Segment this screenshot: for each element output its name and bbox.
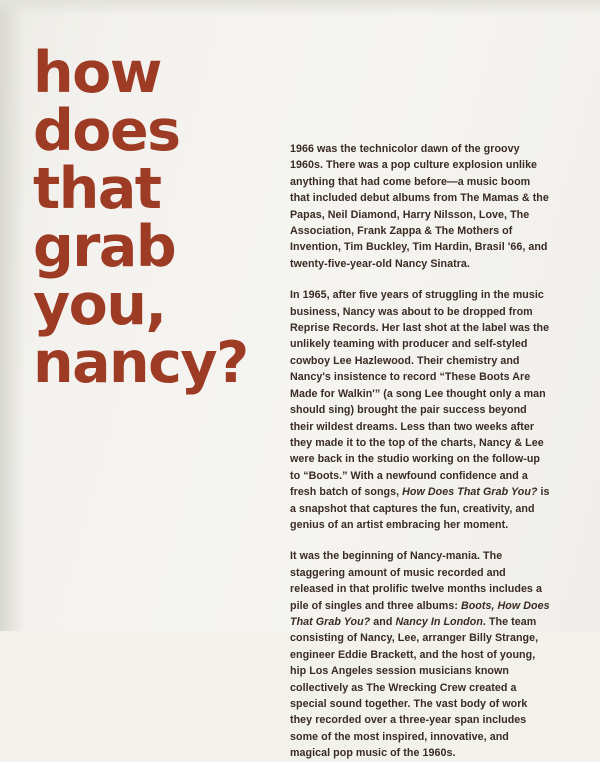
body-paragraph: 1966 was the technicolor dawn of the groovy 1960s. There was a pop culture explosion unlike anything that had come before—a music boom that included debut albums from The Mamas & the Papas, Neil Diamond, Harry Nilsson, Love, The Association, Frank Zappa & The Mothers of Invention, Tim Buckley, Tim Hardin, Brasil '66, and twenty-five-year-old Nancy Sinatra. (290, 143, 549, 270)
body-paragraph: It was the beginning of Nancy-mania. The staggering amount of music recorded and released in that prolific twelve months includes a pile of singles and three albums: Boots, How Does That Grab You? and Nancy In London. The team consisting of Nancy, Lee, arranger Billy Strange, engineer Eddie Brackett, and the host of young, hip Los Angeles session musicians known collectively as The Wrecking Crew created a special sound together. The vast body of work they recorded over a three-year span includes some of the most inspired, innovative, and magical pop music of the 1960s. (290, 550, 550, 760)
page-title-line: how (33, 40, 161, 106)
page-title-line: does (33, 98, 180, 164)
page-title (33, 40, 283, 396)
body-paragraph: In 1965, after five years of struggling in the music business, Nancy was about to be dropped from Reprise Records. Her last shot at the label was the unlikely teaming with producer and self-styled cowboy Lee Hazlewood. Their chemistry and Nancy's insistence to record “These Boots Are Made for Walkin'” (a song Lee thought only a man should sing) brought the pair success beyond their wildest dreams. Less than two weeks after they made it to the top of the charts, Nancy & Lee were back in the studio working on the follow-up to “Boots.” With a newfound confidence and a fresh batch of songs, How Does That Grab You? is a snapshot that captures the fun, creativity, and genius of an artist embracing her moment. (290, 289, 550, 531)
page-title-line: that (33, 156, 161, 222)
page-title-line: you, (33, 272, 166, 338)
page-title-line: nancy? (33, 330, 248, 396)
page-title-line: grab (33, 214, 176, 280)
body-text-column (290, 141, 552, 762)
